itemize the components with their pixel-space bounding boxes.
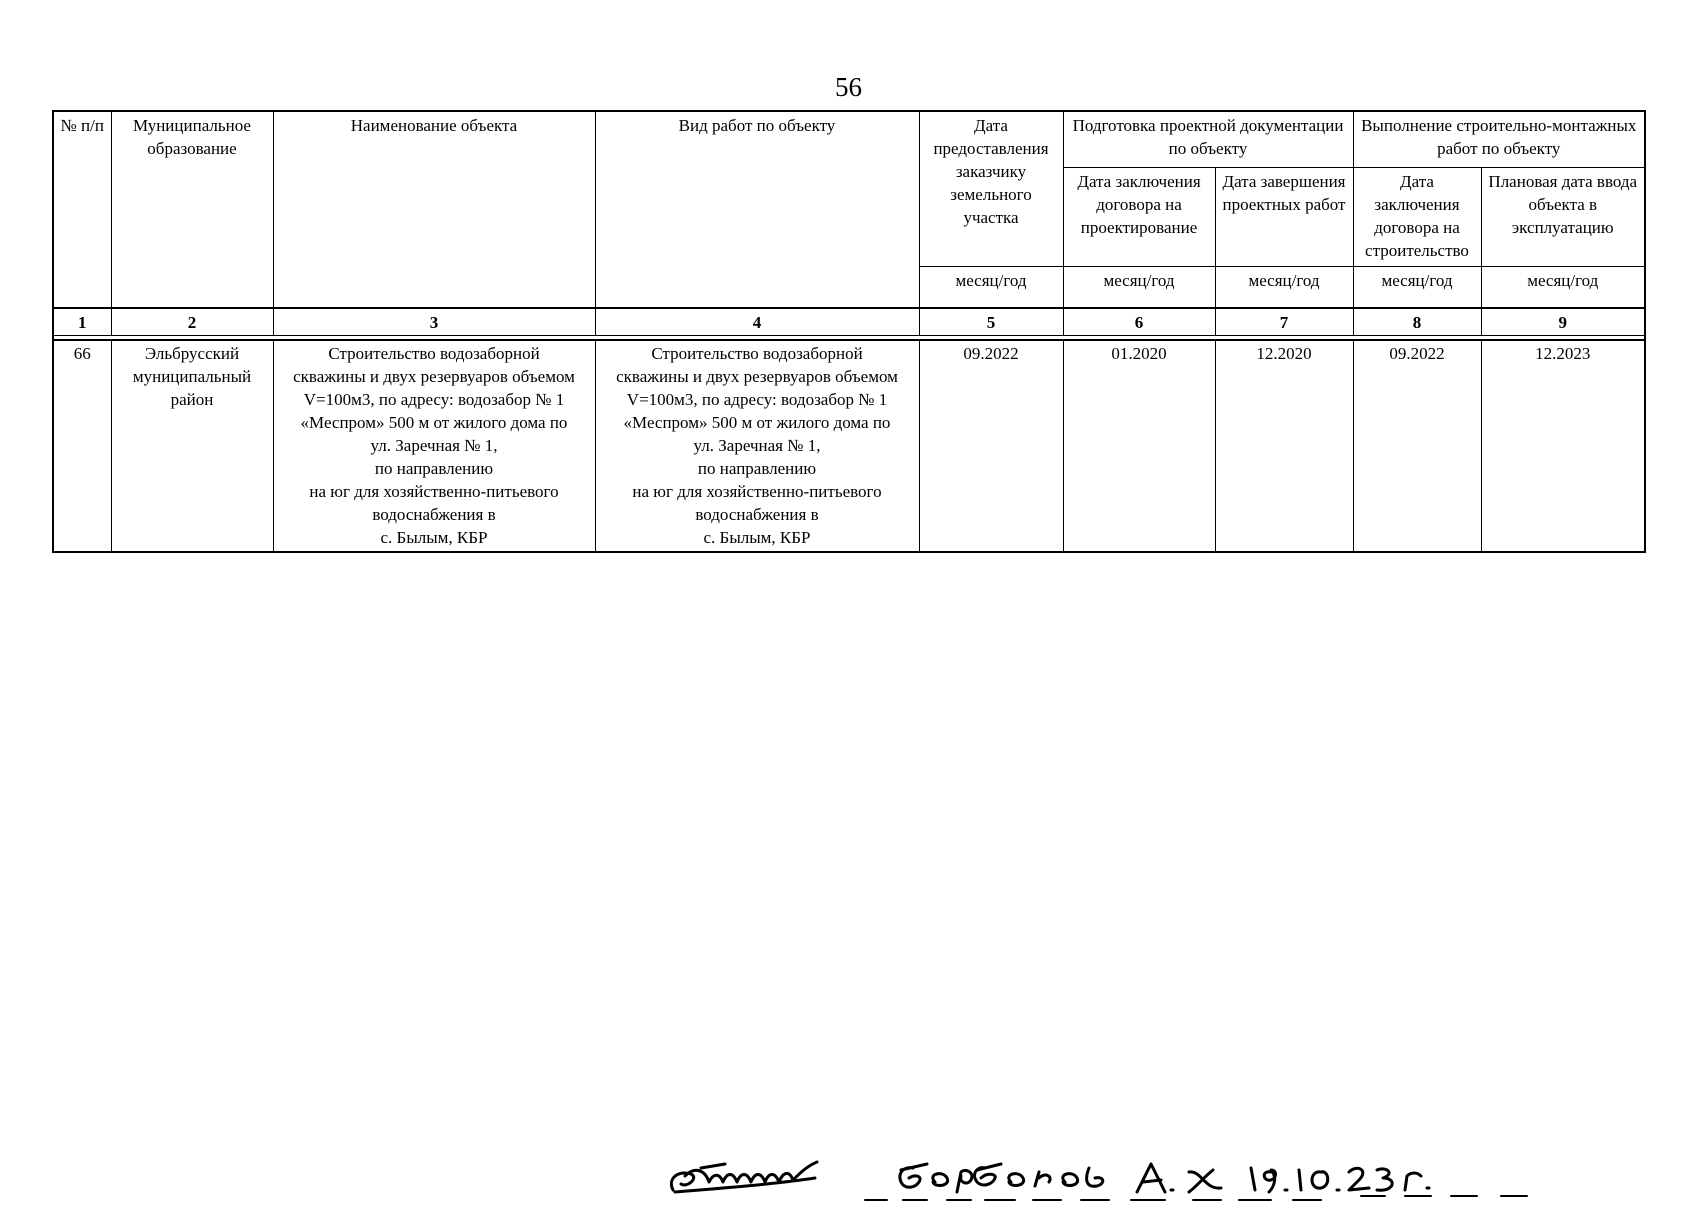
column-number: 3 <box>273 308 595 336</box>
object-name-cell <box>273 340 595 552</box>
header-work-type: Вид работ по объекту <box>595 111 919 308</box>
header-group-construction: Выполнение строительно-монтажных работ по объекту <box>1353 111 1645 168</box>
column-number: 6 <box>1063 308 1215 336</box>
column-number: 2 <box>111 308 273 336</box>
design-contract-date-cell: 01.2020 <box>1063 340 1215 552</box>
header-object-name: Наименование объекта <box>273 111 595 308</box>
unit-construction-contract-date: месяц/год <box>1353 267 1481 309</box>
object-line: по направлению <box>374 459 494 478</box>
column-number: 1 <box>53 308 111 336</box>
municipality-cell <box>111 340 273 552</box>
design-end-date-cell: 12.2020 <box>1215 340 1353 552</box>
construction-contract-date-cell: 09.2022 <box>1353 340 1481 552</box>
data-table <box>52 110 1646 553</box>
work-line: V=100м3, по адресу: водозабор № 1 <box>626 390 888 409</box>
object-line: ул. Заречная № 1, <box>370 436 498 455</box>
header-municipality: Муниципальное образование <box>111 111 273 308</box>
work-line: с. Былым, КБР <box>703 528 811 547</box>
municipality-line: район <box>170 390 214 409</box>
municipality-line: Эльбрусский <box>144 344 240 363</box>
column-number: 4 <box>595 308 919 336</box>
header-design-contract-date: Дата заключения договора на проектирование <box>1063 168 1215 267</box>
column-number: 5 <box>919 308 1063 336</box>
unit-land-date: месяц/год <box>919 267 1063 309</box>
header-planned-commission-date: Плановая дата ввода объекта в эксплуатацию <box>1481 168 1645 267</box>
unit-design-end-date: месяц/год <box>1215 267 1353 309</box>
work-line: ул. Заречная № 1, <box>693 436 821 455</box>
header-group-design: Подготовка проектной документации по объекту <box>1063 111 1353 168</box>
unit-planned-commission-date: месяц/год <box>1481 267 1645 309</box>
header-design-end-date: Дата завершения проектных работ <box>1215 168 1353 267</box>
object-line: водоснабжения в <box>372 505 496 524</box>
work-line: скважины и двух резервуаров объемом <box>616 367 898 386</box>
municipality-line: муниципальный <box>132 367 252 386</box>
work-line: Строительство водозаборной <box>651 344 863 363</box>
work-line: водоснабжения в <box>695 505 819 524</box>
header-construction-contract-date: Дата заключения договора на строительство <box>1353 168 1481 267</box>
object-line: «Меспром» 500 м от жилого дома по <box>300 413 568 432</box>
handwritten-signature <box>665 1148 1675 1206</box>
column-number: 9 <box>1481 308 1645 336</box>
object-line: V=100м3, по адресу: водозабор № 1 <box>303 390 565 409</box>
object-line: скважины и двух резервуаров объемом <box>293 367 575 386</box>
column-number: 7 <box>1215 308 1353 336</box>
page-number: 56 <box>835 72 862 102</box>
work-line: на юг для хозяйственно-питьевого <box>632 482 882 501</box>
object-line: с. Былым, КБР <box>380 528 488 547</box>
object-line: Строительство водозаборной <box>328 344 540 363</box>
work-type-cell <box>595 340 919 552</box>
work-line: «Меспром» 500 м от жилого дома по <box>623 413 891 432</box>
object-line: на юг для хозяйственно-питьевого <box>309 482 559 501</box>
header-land-date: Дата предоставления заказчику земельного участка <box>919 111 1063 267</box>
column-number: 8 <box>1353 308 1481 336</box>
land-date-cell: 09.2022 <box>919 340 1063 552</box>
row-number: 66 <box>53 340 111 552</box>
planned-commission-date-cell: 12.2023 <box>1481 340 1645 552</box>
work-line: по направлению <box>697 459 817 478</box>
header-num: № п/п <box>53 111 111 308</box>
unit-design-contract-date: месяц/год <box>1063 267 1215 309</box>
